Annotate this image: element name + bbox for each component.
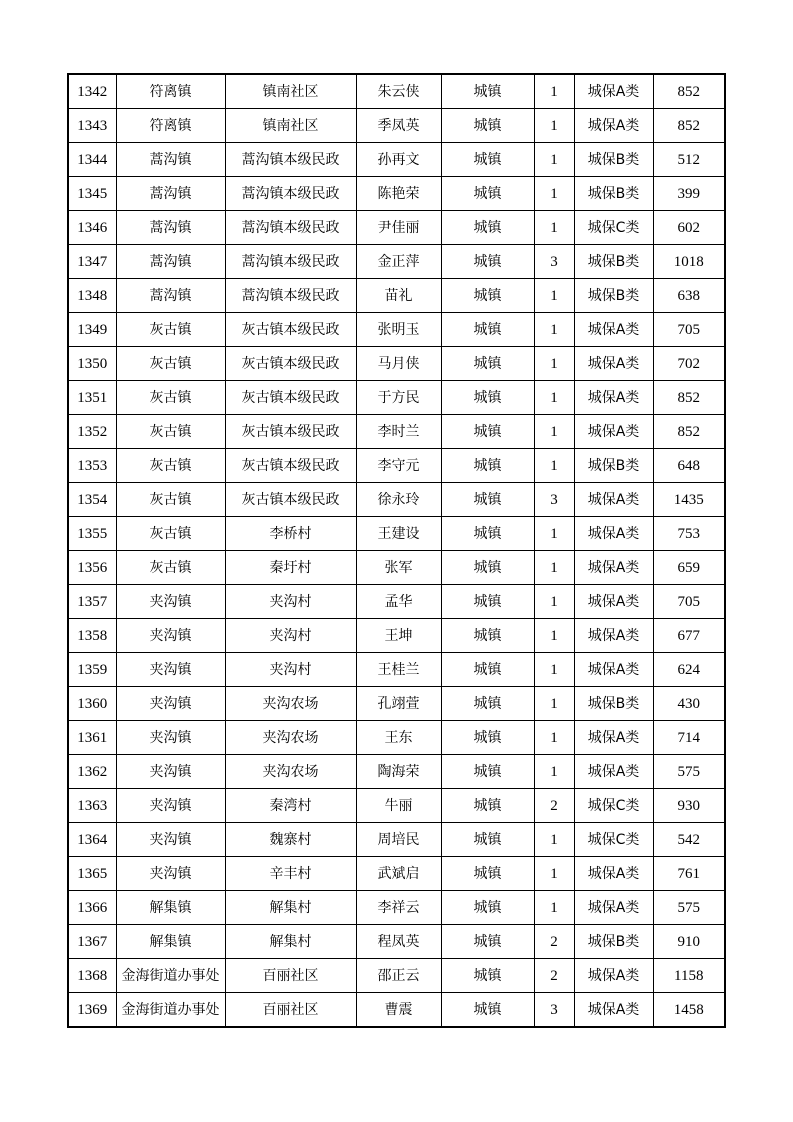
cell-serial-number: 1343 — [68, 109, 116, 143]
cell-community: 夹沟农场 — [225, 687, 356, 721]
cell-community: 解集村 — [225, 891, 356, 925]
cell-benefit-category: 城保A类 — [574, 721, 653, 755]
cell-community: 蒿沟镇本级民政 — [225, 177, 356, 211]
table-row — [68, 381, 725, 415]
cell-amount: 852 — [653, 415, 725, 449]
cell-community: 李桥村 — [225, 517, 356, 551]
cell-serial-number: 1359 — [68, 653, 116, 687]
cell-amount: 638 — [653, 279, 725, 313]
cell-person-name: 周培民 — [356, 823, 441, 857]
cell-household-count: 1 — [534, 653, 574, 687]
cell-area-type: 城镇 — [441, 347, 534, 381]
cell-household-count: 1 — [534, 177, 574, 211]
cell-town: 金海街道办事处 — [116, 959, 225, 993]
cell-benefit-category: 城保A类 — [574, 517, 653, 551]
table-row — [68, 74, 725, 109]
cell-person-name: 王坤 — [356, 619, 441, 653]
table-row — [68, 449, 725, 483]
table-row — [68, 721, 725, 755]
cell-serial-number: 1345 — [68, 177, 116, 211]
table-row — [68, 653, 725, 687]
cell-benefit-category: 城保A类 — [574, 619, 653, 653]
cell-person-name: 李时兰 — [356, 415, 441, 449]
table-row — [68, 483, 725, 517]
cell-person-name: 曹震 — [356, 993, 441, 1028]
cell-area-type: 城镇 — [441, 653, 534, 687]
cell-household-count: 1 — [534, 823, 574, 857]
cell-amount: 399 — [653, 177, 725, 211]
cell-amount: 852 — [653, 109, 725, 143]
cell-amount: 542 — [653, 823, 725, 857]
cell-household-count: 1 — [534, 313, 574, 347]
cell-serial-number: 1356 — [68, 551, 116, 585]
cell-community: 灰古镇本级民政 — [225, 415, 356, 449]
cell-person-name: 武斌启 — [356, 857, 441, 891]
cell-town: 蒿沟镇 — [116, 143, 225, 177]
cell-community: 夹沟村 — [225, 585, 356, 619]
cell-community: 蒿沟镇本级民政 — [225, 279, 356, 313]
cell-benefit-category: 城保B类 — [574, 279, 653, 313]
cell-community: 百丽社区 — [225, 993, 356, 1028]
cell-town: 灰古镇 — [116, 381, 225, 415]
cell-serial-number: 1357 — [68, 585, 116, 619]
cell-serial-number: 1364 — [68, 823, 116, 857]
cell-amount: 575 — [653, 755, 725, 789]
cell-area-type: 城镇 — [441, 585, 534, 619]
cell-amount: 1018 — [653, 245, 725, 279]
cell-household-count: 1 — [534, 517, 574, 551]
cell-serial-number: 1349 — [68, 313, 116, 347]
table-row — [68, 619, 725, 653]
cell-benefit-category: 城保B类 — [574, 925, 653, 959]
cell-town: 灰古镇 — [116, 517, 225, 551]
cell-benefit-category: 城保A类 — [574, 755, 653, 789]
cell-community: 蒿沟镇本级民政 — [225, 143, 356, 177]
cell-amount: 1435 — [653, 483, 725, 517]
cell-household-count: 2 — [534, 959, 574, 993]
cell-serial-number: 1355 — [68, 517, 116, 551]
cell-area-type: 城镇 — [441, 211, 534, 245]
cell-serial-number: 1369 — [68, 993, 116, 1028]
cell-area-type: 城镇 — [441, 313, 534, 347]
cell-serial-number: 1368 — [68, 959, 116, 993]
cell-area-type: 城镇 — [441, 619, 534, 653]
cell-person-name: 徐永玲 — [356, 483, 441, 517]
cell-town: 蒿沟镇 — [116, 177, 225, 211]
cell-area-type: 城镇 — [441, 381, 534, 415]
cell-household-count: 1 — [534, 721, 574, 755]
table-row — [68, 585, 725, 619]
cell-town: 夹沟镇 — [116, 789, 225, 823]
cell-area-type: 城镇 — [441, 959, 534, 993]
cell-town: 蒿沟镇 — [116, 279, 225, 313]
cell-community: 灰古镇本级民政 — [225, 483, 356, 517]
cell-town: 夹沟镇 — [116, 823, 225, 857]
cell-community: 灰古镇本级民政 — [225, 347, 356, 381]
cell-area-type: 城镇 — [441, 449, 534, 483]
cell-household-count: 1 — [534, 857, 574, 891]
cell-household-count: 1 — [534, 891, 574, 925]
cell-person-name: 孟华 — [356, 585, 441, 619]
cell-benefit-category: 城保A类 — [574, 109, 653, 143]
cell-amount: 624 — [653, 653, 725, 687]
cell-town: 灰古镇 — [116, 551, 225, 585]
cell-benefit-category: 城保A类 — [574, 347, 653, 381]
cell-household-count: 1 — [534, 74, 574, 109]
cell-benefit-category: 城保B类 — [574, 449, 653, 483]
cell-household-count: 1 — [534, 109, 574, 143]
cell-household-count: 1 — [534, 211, 574, 245]
cell-amount: 659 — [653, 551, 725, 585]
cell-household-count: 2 — [534, 925, 574, 959]
cell-town: 解集镇 — [116, 891, 225, 925]
cell-area-type: 城镇 — [441, 109, 534, 143]
cell-community: 灰古镇本级民政 — [225, 449, 356, 483]
cell-area-type: 城镇 — [441, 74, 534, 109]
cell-person-name: 王桂兰 — [356, 653, 441, 687]
cell-benefit-category: 城保A类 — [574, 313, 653, 347]
cell-benefit-category: 城保B类 — [574, 245, 653, 279]
table-row — [68, 347, 725, 381]
cell-benefit-category: 城保A类 — [574, 483, 653, 517]
cell-benefit-category: 城保A类 — [574, 857, 653, 891]
cell-benefit-category: 城保A类 — [574, 653, 653, 687]
cell-area-type: 城镇 — [441, 789, 534, 823]
cell-household-count: 1 — [534, 551, 574, 585]
cell-person-name: 于方民 — [356, 381, 441, 415]
cell-community: 辛丰村 — [225, 857, 356, 891]
cell-person-name: 苗礼 — [356, 279, 441, 313]
cell-amount: 430 — [653, 687, 725, 721]
cell-serial-number: 1358 — [68, 619, 116, 653]
cell-town: 夹沟镇 — [116, 619, 225, 653]
cell-benefit-category: 城保A类 — [574, 415, 653, 449]
cell-person-name: 季凤英 — [356, 109, 441, 143]
table-row — [68, 279, 725, 313]
cell-town: 灰古镇 — [116, 483, 225, 517]
cell-person-name: 马月侠 — [356, 347, 441, 381]
table-row — [68, 211, 725, 245]
table-row — [68, 925, 725, 959]
cell-benefit-category: 城保B类 — [574, 687, 653, 721]
cell-person-name: 金正萍 — [356, 245, 441, 279]
cell-serial-number: 1363 — [68, 789, 116, 823]
cell-person-name: 王建设 — [356, 517, 441, 551]
cell-community: 灰古镇本级民政 — [225, 313, 356, 347]
cell-serial-number: 1361 — [68, 721, 116, 755]
cell-amount: 705 — [653, 313, 725, 347]
cell-community: 蒿沟镇本级民政 — [225, 211, 356, 245]
cell-town: 蒿沟镇 — [116, 211, 225, 245]
cell-community: 蒿沟镇本级民政 — [225, 245, 356, 279]
cell-community: 镇南社区 — [225, 109, 356, 143]
cell-serial-number: 1346 — [68, 211, 116, 245]
cell-serial-number: 1366 — [68, 891, 116, 925]
cell-person-name: 孔翊萱 — [356, 687, 441, 721]
cell-town: 夹沟镇 — [116, 687, 225, 721]
cell-town: 夹沟镇 — [116, 653, 225, 687]
cell-amount: 852 — [653, 74, 725, 109]
table-row — [68, 993, 725, 1028]
cell-person-name: 李守元 — [356, 449, 441, 483]
cell-household-count: 1 — [534, 687, 574, 721]
cell-person-name: 孙再文 — [356, 143, 441, 177]
cell-area-type: 城镇 — [441, 925, 534, 959]
cell-person-name: 牛丽 — [356, 789, 441, 823]
subsidy-roster-table — [67, 73, 726, 1028]
cell-household-count: 1 — [534, 415, 574, 449]
cell-area-type: 城镇 — [441, 551, 534, 585]
cell-area-type: 城镇 — [441, 279, 534, 313]
cell-community: 镇南社区 — [225, 74, 356, 109]
cell-person-name: 程凤英 — [356, 925, 441, 959]
cell-area-type: 城镇 — [441, 483, 534, 517]
cell-amount: 512 — [653, 143, 725, 177]
cell-benefit-category: 城保A类 — [574, 74, 653, 109]
cell-town: 灰古镇 — [116, 347, 225, 381]
cell-person-name: 邵正云 — [356, 959, 441, 993]
cell-person-name: 朱云侠 — [356, 74, 441, 109]
table-row — [68, 415, 725, 449]
cell-community: 解集村 — [225, 925, 356, 959]
cell-serial-number: 1351 — [68, 381, 116, 415]
cell-area-type: 城镇 — [441, 143, 534, 177]
cell-town: 符离镇 — [116, 74, 225, 109]
cell-household-count: 3 — [534, 993, 574, 1028]
cell-town: 蒿沟镇 — [116, 245, 225, 279]
cell-town: 夹沟镇 — [116, 721, 225, 755]
cell-amount: 702 — [653, 347, 725, 381]
table-body — [68, 74, 725, 1027]
cell-serial-number: 1360 — [68, 687, 116, 721]
cell-benefit-category: 城保A类 — [574, 585, 653, 619]
cell-area-type: 城镇 — [441, 687, 534, 721]
cell-serial-number: 1362 — [68, 755, 116, 789]
cell-serial-number: 1365 — [68, 857, 116, 891]
cell-community: 夹沟村 — [225, 619, 356, 653]
cell-town: 夹沟镇 — [116, 755, 225, 789]
cell-community: 秦湾村 — [225, 789, 356, 823]
cell-amount: 1458 — [653, 993, 725, 1028]
cell-serial-number: 1344 — [68, 143, 116, 177]
cell-town: 金海街道办事处 — [116, 993, 225, 1028]
table-row — [68, 517, 725, 551]
table-row — [68, 959, 725, 993]
cell-person-name: 陶海荣 — [356, 755, 441, 789]
cell-household-count: 1 — [534, 755, 574, 789]
cell-household-count: 3 — [534, 245, 574, 279]
cell-household-count: 1 — [534, 279, 574, 313]
cell-community: 夹沟村 — [225, 653, 356, 687]
table-row — [68, 109, 725, 143]
cell-area-type: 城镇 — [441, 823, 534, 857]
cell-person-name: 张军 — [356, 551, 441, 585]
cell-area-type: 城镇 — [441, 517, 534, 551]
cell-community: 夹沟农场 — [225, 721, 356, 755]
cell-community: 魏寨村 — [225, 823, 356, 857]
cell-town: 灰古镇 — [116, 449, 225, 483]
cell-benefit-category: 城保A类 — [574, 551, 653, 585]
cell-household-count: 1 — [534, 381, 574, 415]
cell-benefit-category: 城保B类 — [574, 143, 653, 177]
cell-benefit-category: 城保C类 — [574, 211, 653, 245]
cell-amount: 602 — [653, 211, 725, 245]
table-row — [68, 755, 725, 789]
table-row — [68, 177, 725, 211]
cell-amount: 761 — [653, 857, 725, 891]
cell-community: 百丽社区 — [225, 959, 356, 993]
cell-community: 秦圩村 — [225, 551, 356, 585]
cell-community: 灰古镇本级民政 — [225, 381, 356, 415]
table-row — [68, 313, 725, 347]
table-row — [68, 245, 725, 279]
cell-serial-number: 1347 — [68, 245, 116, 279]
cell-benefit-category: 城保A类 — [574, 993, 653, 1028]
cell-household-count: 1 — [534, 347, 574, 381]
cell-amount: 648 — [653, 449, 725, 483]
cell-community: 夹沟农场 — [225, 755, 356, 789]
table-row — [68, 857, 725, 891]
cell-benefit-category: 城保B类 — [574, 177, 653, 211]
cell-person-name: 陈艳荣 — [356, 177, 441, 211]
cell-town: 灰古镇 — [116, 415, 225, 449]
cell-serial-number: 1348 — [68, 279, 116, 313]
cell-person-name: 李祥云 — [356, 891, 441, 925]
cell-area-type: 城镇 — [441, 891, 534, 925]
table-row — [68, 823, 725, 857]
cell-benefit-category: 城保A类 — [574, 381, 653, 415]
cell-town: 符离镇 — [116, 109, 225, 143]
cell-amount: 910 — [653, 925, 725, 959]
cell-benefit-category: 城保C类 — [574, 823, 653, 857]
cell-benefit-category: 城保A类 — [574, 959, 653, 993]
cell-amount: 753 — [653, 517, 725, 551]
cell-amount: 852 — [653, 381, 725, 415]
cell-amount: 705 — [653, 585, 725, 619]
cell-household-count: 2 — [534, 789, 574, 823]
cell-household-count: 1 — [534, 585, 574, 619]
cell-serial-number: 1352 — [68, 415, 116, 449]
cell-area-type: 城镇 — [441, 857, 534, 891]
cell-area-type: 城镇 — [441, 245, 534, 279]
cell-person-name: 张明玉 — [356, 313, 441, 347]
cell-amount: 1158 — [653, 959, 725, 993]
cell-serial-number: 1367 — [68, 925, 116, 959]
cell-amount: 930 — [653, 789, 725, 823]
cell-town: 夹沟镇 — [116, 585, 225, 619]
table-row — [68, 789, 725, 823]
cell-serial-number: 1350 — [68, 347, 116, 381]
cell-household-count: 1 — [534, 449, 574, 483]
table-row — [68, 143, 725, 177]
cell-amount: 714 — [653, 721, 725, 755]
cell-town: 灰古镇 — [116, 313, 225, 347]
cell-area-type: 城镇 — [441, 993, 534, 1028]
table-row — [68, 551, 725, 585]
cell-household-count: 1 — [534, 143, 574, 177]
cell-serial-number: 1353 — [68, 449, 116, 483]
cell-area-type: 城镇 — [441, 415, 534, 449]
cell-area-type: 城镇 — [441, 177, 534, 211]
cell-household-count: 3 — [534, 483, 574, 517]
cell-area-type: 城镇 — [441, 721, 534, 755]
cell-person-name: 尹佳丽 — [356, 211, 441, 245]
cell-benefit-category: 城保A类 — [574, 891, 653, 925]
cell-town: 夹沟镇 — [116, 857, 225, 891]
cell-person-name: 王东 — [356, 721, 441, 755]
table-row — [68, 891, 725, 925]
cell-amount: 677 — [653, 619, 725, 653]
cell-household-count: 1 — [534, 619, 574, 653]
cell-benefit-category: 城保C类 — [574, 789, 653, 823]
cell-area-type: 城镇 — [441, 755, 534, 789]
cell-serial-number: 1354 — [68, 483, 116, 517]
cell-serial-number: 1342 — [68, 74, 116, 109]
cell-amount: 575 — [653, 891, 725, 925]
table-row — [68, 687, 725, 721]
cell-town: 解集镇 — [116, 925, 225, 959]
